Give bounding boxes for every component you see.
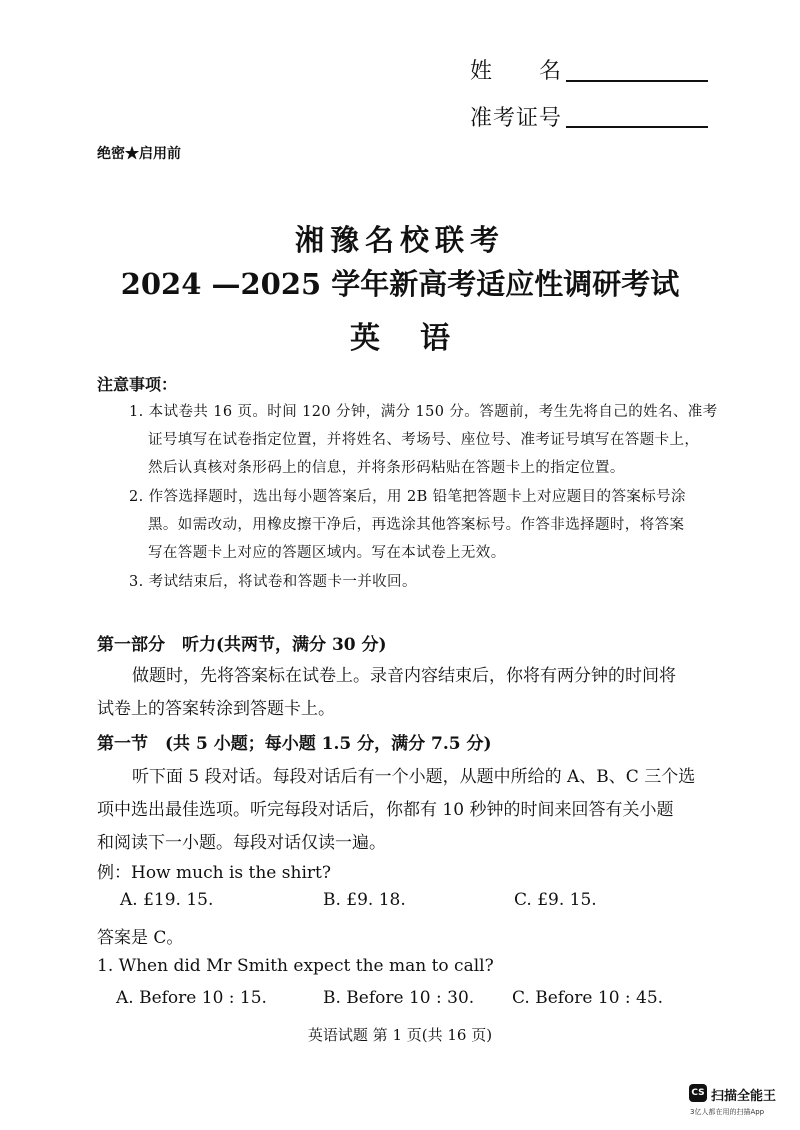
note-line: 3. 考试结束后，将试卷和答题卡一并收回。 (129, 574, 417, 590)
exam-id-label: 准考证号 (470, 106, 563, 131)
confidential-mark: 绝密★启用前 (97, 146, 181, 162)
part1-intro-line: 试卷上的答案转涂到答题卡上。 (97, 699, 335, 719)
subject-title: 英语 (350, 321, 490, 356)
note-line: 写在答题卡上对应的答题区域内。写在本试卷上无效。 (148, 545, 506, 561)
note-line: 黑。如需改动，用橡皮擦干净后，再选涂其他答案标号。作答非选择题时，将答案 (148, 517, 685, 533)
example-option-b: B. £9. 18. (323, 890, 406, 910)
question-1-option-c: C. Before 10 : 45. (512, 988, 664, 1008)
notes-heading: 注意事项： (97, 375, 178, 394)
section1-heading: 第一节 (共 5 小题；每小题 1.5 分，满分 7.5 分) (97, 734, 492, 754)
exam-title-line1: 湘豫名校联考 (294, 223, 505, 257)
name-label: 姓 名 (470, 59, 563, 84)
example-question: 例：How much is the shirt? (97, 863, 331, 883)
name-blank-line (566, 80, 708, 82)
section1-instruction-line: 和阅读下一小题。每段对话仅读一遍。 (97, 833, 386, 853)
exam-id-blank-line (566, 126, 708, 128)
example-option-a: A. £19. 15. (120, 890, 214, 910)
page-footer: 英语试题 第 1 页(共 16 页) (307, 1026, 493, 1044)
note-line: 然后认真核对条形码上的信息，并将条形码粘贴在答题卡上的指定位置。 (148, 460, 625, 476)
note-line: 1. 本试卷共 16 页。时间 120 分钟，满分 150 分。答题前，考生先将自己的姓名、准考 (129, 404, 718, 420)
example-answer: 答案是 C。 (97, 928, 184, 948)
camscanner-logo-icon: CS (689, 1084, 707, 1102)
exam-title-line2: 2024 —2025 学年新高考适应性调研考试 (120, 267, 680, 301)
note-line: 证号填写在试卷指定位置，并将姓名、考场号、座位号、准考证号填写在答题卡上， (148, 432, 700, 448)
scanner-tagline: 3亿人都在用的扫描App (690, 1108, 765, 1116)
example-option-c: C. £9. 15. (514, 890, 597, 910)
question-1: 1. When did Mr Smith expect the man to call? (97, 956, 494, 976)
section1-instruction-line: 项中选出最佳选项。听完每段对话后，你都有 10 秒钟的时间来回答有关小题 (97, 800, 674, 820)
part1-heading: 第一部分 听力(共两节，满分 30 分) (97, 635, 387, 655)
section1-instruction-line: 听下面 5 段对话。每段对话后有一个小题，从题中所给的 A、B、C 三个选 (132, 767, 696, 787)
part1-intro-line: 做题时，先将答案标在试卷上。录音内容结束后，你将有两分钟的时间将 (132, 666, 676, 686)
note-line: 2. 作答选择题时，选出每小题答案后，用 2B 铅笔把答题卡上对应题目的答案标号涂 (129, 489, 686, 505)
question-1-option-b: B. Before 10 : 30. (323, 988, 475, 1008)
question-1-option-a: A. Before 10 : 15. (116, 988, 267, 1008)
scanner-app-name: 扫描全能王 (711, 1089, 777, 1104)
